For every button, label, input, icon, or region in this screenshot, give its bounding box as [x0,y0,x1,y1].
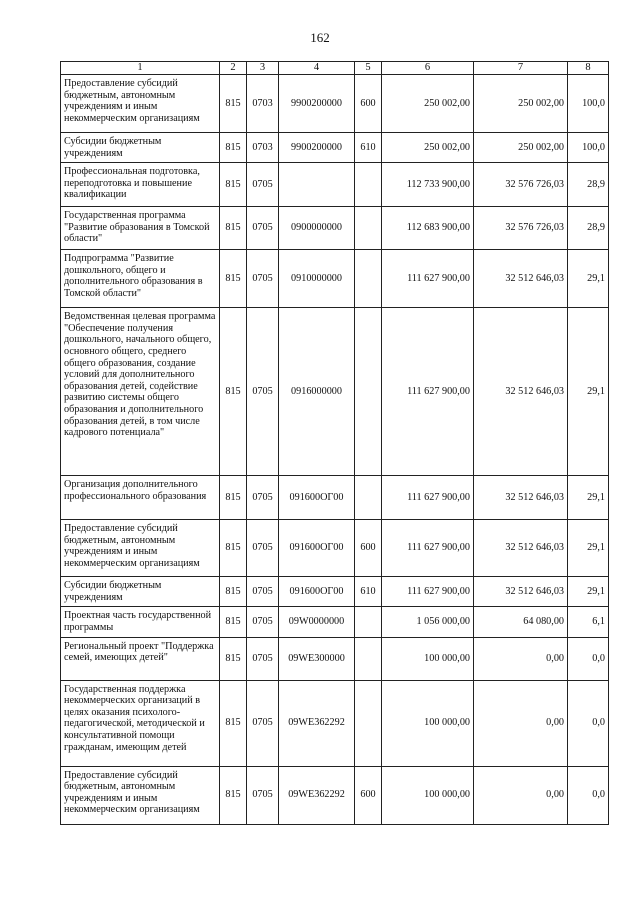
row-name: Предоставление субсидий бюджетным, автономным учреждениям и иным некоммерческим организациям [61,520,220,577]
page-number: 162 [310,30,330,45]
table-row [61,308,609,476]
cell-target-article: 0916000000 [279,308,355,476]
col-header-1: 1 [61,62,220,75]
cell-admin-code: 815 [220,680,247,766]
cell-section: 0705 [247,577,279,607]
cell-percent: 29,1 [568,476,609,520]
cell-actual: 32 512 646,03 [474,520,568,577]
cell-expense-type: 610 [355,577,382,607]
cell-actual: 32 576 726,03 [474,207,568,250]
row-name: Подпрограмма "Развитие дошкольного, общего и дополнительного образования в Томской области" [61,250,220,308]
cell-plan: 100 000,00 [382,637,474,680]
table-row [61,207,609,250]
row-name: Профессиональная подготовка, переподготовка и повышение квалификации [61,163,220,207]
cell-plan: 111 627 900,00 [382,476,474,520]
row-name: Государственная программа "Развитие образования в Томской области" [61,207,220,250]
cell-percent: 0,0 [568,766,609,824]
cell-section: 0705 [247,520,279,577]
cell-percent: 0,0 [568,637,609,680]
row-name: Государственная поддержка некоммерческих организаций в целях оказания психолого-педагогической, методической и консультативной помощи гражданам, имеющим детей [61,680,220,766]
budget-table [60,61,609,825]
cell-actual: 64 080,00 [474,607,568,637]
cell-section: 0705 [247,207,279,250]
cell-expense-type: 600 [355,766,382,824]
cell-admin-code: 815 [220,607,247,637]
cell-admin-code: 815 [220,250,247,308]
header-row [61,62,609,75]
table-row [61,163,609,207]
cell-admin-code: 815 [220,577,247,607]
col-header-3: 3 [247,62,279,75]
cell-admin-code: 815 [220,133,247,163]
row-name: Субсидии бюджетным учреждениям [61,133,220,163]
cell-section: 0705 [247,250,279,308]
cell-actual: 32 512 646,03 [474,308,568,476]
cell-admin-code: 815 [220,520,247,577]
cell-actual: 0,00 [474,680,568,766]
row-name: Предоставление субсидий бюджетным, автономным учреждениям и иным некоммерческим организациям [61,766,220,824]
cell-actual: 0,00 [474,637,568,680]
cell-expense-type [355,607,382,637]
cell-percent: 28,9 [568,207,609,250]
cell-expense-type [355,637,382,680]
cell-target-article: 09W0000000 [279,607,355,637]
cell-section: 0705 [247,308,279,476]
cell-admin-code: 815 [220,637,247,680]
cell-expense-type [355,250,382,308]
cell-plan: 111 627 900,00 [382,577,474,607]
cell-section: 0705 [247,637,279,680]
cell-plan: 1 056 000,00 [382,607,474,637]
cell-percent: 29,1 [568,308,609,476]
cell-plan: 111 627 900,00 [382,250,474,308]
cell-plan: 111 627 900,00 [382,308,474,476]
cell-percent: 0,0 [568,680,609,766]
cell-plan: 112 683 900,00 [382,207,474,250]
table-row [61,133,609,163]
row-name: Субсидии бюджетным учреждениям [61,577,220,607]
table-row [61,680,609,766]
col-header-4: 4 [279,62,355,75]
table-row [61,75,609,133]
row-name: Региональный проект "Поддержка семей, имеющих детей" [61,637,220,680]
table-row [61,520,609,577]
cell-expense-type [355,308,382,476]
cell-percent: 100,0 [568,75,609,133]
cell-target-article: 09WE300000 [279,637,355,680]
table-row [61,577,609,607]
cell-target-article: 9900200000 [279,133,355,163]
cell-expense-type: 600 [355,75,382,133]
table-row [61,766,609,824]
col-header-7: 7 [474,62,568,75]
cell-section: 0703 [247,133,279,163]
col-header-8: 8 [568,62,609,75]
cell-percent: 100,0 [568,133,609,163]
col-header-5: 5 [355,62,382,75]
cell-section: 0705 [247,680,279,766]
cell-expense-type [355,680,382,766]
cell-target-article: 091600ОГ00 [279,520,355,577]
cell-admin-code: 815 [220,766,247,824]
table-row [61,607,609,637]
cell-plan: 112 733 900,00 [382,163,474,207]
cell-percent: 28,9 [568,163,609,207]
cell-expense-type: 600 [355,520,382,577]
cell-target-article: 9900200000 [279,75,355,133]
cell-expense-type: 610 [355,133,382,163]
cell-target-article: 091600ОГ00 [279,577,355,607]
cell-admin-code: 815 [220,308,247,476]
col-header-2: 2 [220,62,247,75]
cell-target-article: 09WE362292 [279,766,355,824]
cell-section: 0703 [247,75,279,133]
cell-admin-code: 815 [220,163,247,207]
cell-section: 0705 [247,476,279,520]
row-name: Организация дополнительного профессионального образования [61,476,220,520]
cell-expense-type [355,163,382,207]
row-name: Проектная часть государственной программы [61,607,220,637]
row-name: Предоставление субсидий бюджетным, автономным учреждениям и иным некоммерческим организациям [61,75,220,133]
cell-target-article: 0910000000 [279,250,355,308]
cell-actual: 250 002,00 [474,75,568,133]
cell-admin-code: 815 [220,75,247,133]
cell-actual: 32 576 726,03 [474,163,568,207]
cell-target-article: 0900000000 [279,207,355,250]
cell-section: 0705 [247,766,279,824]
cell-target-article: 09WE362292 [279,680,355,766]
cell-actual: 0,00 [474,766,568,824]
cell-target-article [279,163,355,207]
cell-actual: 32 512 646,03 [474,577,568,607]
cell-expense-type [355,476,382,520]
cell-expense-type [355,207,382,250]
cell-actual: 32 512 646,03 [474,476,568,520]
table-row [61,250,609,308]
cell-admin-code: 815 [220,207,247,250]
cell-percent: 29,1 [568,520,609,577]
cell-target-article: 091600ОГ00 [279,476,355,520]
cell-percent: 29,1 [568,250,609,308]
col-header-6: 6 [382,62,474,75]
cell-percent: 29,1 [568,577,609,607]
cell-plan: 250 002,00 [382,133,474,163]
cell-plan: 100 000,00 [382,680,474,766]
cell-plan: 250 002,00 [382,75,474,133]
cell-section: 0705 [247,163,279,207]
cell-plan: 111 627 900,00 [382,520,474,577]
cell-percent: 6,1 [568,607,609,637]
table-row [61,637,609,680]
cell-actual: 250 002,00 [474,133,568,163]
cell-section: 0705 [247,607,279,637]
row-name: Ведомственная целевая программа "Обеспечение получения дошкольного, начального общего, основного общего, среднего общего образования, создание условий для дополнительного образования детей, содействие развитию системы общего образования и дополнительного образования детей, в том числе кадрового потенциала" [61,308,220,476]
cell-plan: 100 000,00 [382,766,474,824]
cell-actual: 32 512 646,03 [474,250,568,308]
cell-admin-code: 815 [220,476,247,520]
table-row [61,476,609,520]
